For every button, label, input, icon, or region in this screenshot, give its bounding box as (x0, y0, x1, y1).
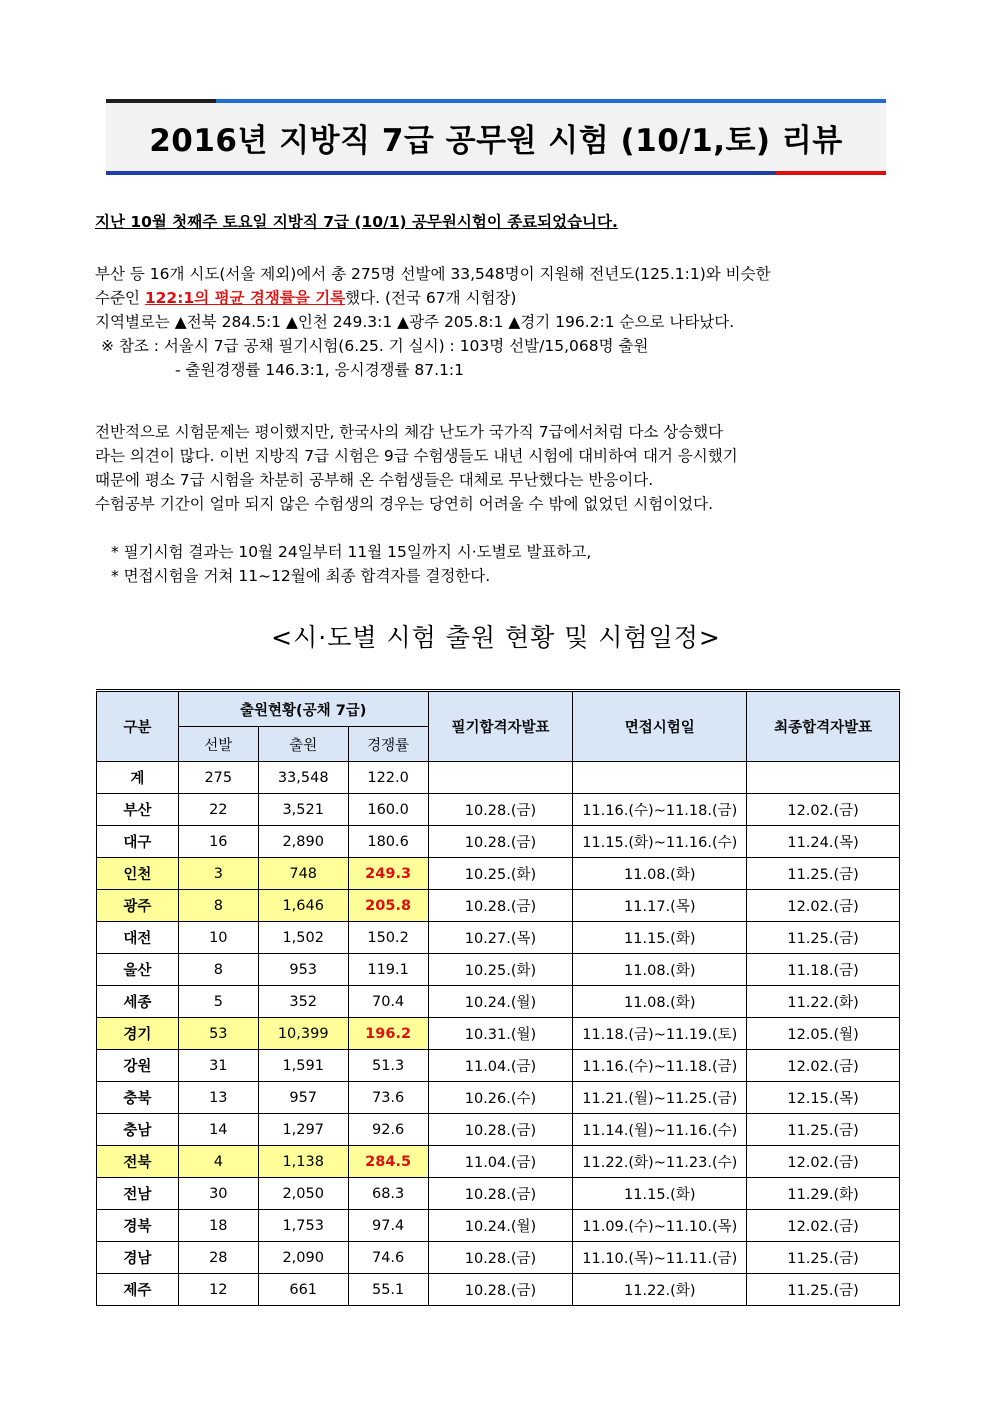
table-row (97, 1178, 900, 1210)
table-cell-interview: 11.10.(목)~11.11.(금) (573, 1242, 747, 1274)
table-cell-selected: 22 (178, 794, 258, 826)
table-cell-interview: 11.08.(화) (573, 858, 747, 890)
table-cell-selected: 5 (178, 986, 258, 1018)
header-applicants: 출원 (258, 727, 348, 762)
table-cell-region: 경북 (97, 1210, 179, 1242)
table-cell-applicants: 1,138 (258, 1146, 348, 1178)
table-cell-rate: 55.1 (348, 1274, 428, 1306)
summary-line-2-post: 했다. (전국 67개 시험장) (345, 289, 517, 307)
header-apply-group: 출원현황(공채 7급) (178, 691, 428, 727)
review-line-4: 수험공부 기간이 얼마 되지 않은 수험생의 경우는 당연히 어려울 수 밖에 없었던 시험이었다. (95, 495, 714, 513)
table-cell-rate: 92.6 (348, 1114, 428, 1146)
table-cell-interview: 11.08.(화) (573, 954, 747, 986)
table-cell-interview: 11.08.(화) (573, 986, 747, 1018)
table-cell-selected: 18 (178, 1210, 258, 1242)
table-cell-written-result: 10.25.(화) (428, 858, 573, 890)
table-cell-written-result: 10.28.(금) (428, 1274, 573, 1306)
table-cell-final-result: 11.29.(화) (747, 1178, 900, 1210)
table-cell-final-result: 12.02.(금) (747, 1050, 900, 1082)
table-cell-written-result: 10.28.(금) (428, 890, 573, 922)
table-cell-applicants: 1,753 (258, 1210, 348, 1242)
table-cell-interview: 11.17.(목) (573, 890, 747, 922)
table-cell-interview: 11.09.(수)~11.10.(목) (573, 1210, 747, 1242)
table-cell-final-result: 11.25.(금) (747, 922, 900, 954)
table-cell-written-result: 10.28.(금) (428, 1178, 573, 1210)
review-line-3: 때문에 평소 7급 시험을 차분히 공부해 온 수험생들은 대체로 무난했다는 반응이다. (95, 471, 654, 489)
table-cell-region: 부산 (97, 794, 179, 826)
note-item: * 필기시험 결과는 10월 24일부터 11월 15일까지 시·도별로 발표하고, (111, 543, 592, 561)
table-cell-written-result: 11.04.(금) (428, 1050, 573, 1082)
table-cell-written-result: 10.25.(화) (428, 954, 573, 986)
table-cell-final-result (747, 762, 900, 794)
table-cell-final-result: 11.25.(금) (747, 858, 900, 890)
table-cell-selected: 4 (178, 1146, 258, 1178)
table-cell-interview: 11.14.(월)~11.16.(수) (573, 1114, 747, 1146)
table-row (97, 890, 900, 922)
table-cell-selected: 16 (178, 826, 258, 858)
title-banner (106, 99, 886, 175)
table-cell-selected: 12 (178, 1274, 258, 1306)
title-bar-top-dark (106, 99, 216, 103)
header-rate: 경쟁률 (348, 727, 428, 762)
header-category: 구분 (97, 691, 179, 762)
table-cell-region: 경기 (97, 1018, 179, 1050)
table-cell-written-result: 10.24.(월) (428, 1210, 573, 1242)
table-row (97, 1210, 900, 1242)
table-cell-selected: 31 (178, 1050, 258, 1082)
table-cell-region: 전남 (97, 1178, 179, 1210)
table-cell-interview (573, 762, 747, 794)
table-cell-rate: 119.1 (348, 954, 428, 986)
lead-sentence: 지난 10월 첫째주 토요일 지방직 7급 (10/1) 공무원시험이 종료되었습니다. (95, 213, 618, 231)
table-cell-written-result: 10.31.(월) (428, 1018, 573, 1050)
table-cell-rate: 205.8 (348, 890, 428, 922)
table-cell-region: 강원 (97, 1050, 179, 1082)
table-cell-rate: 97.4 (348, 1210, 428, 1242)
table-cell-interview: 11.22.(화)~11.23.(수) (573, 1146, 747, 1178)
table-cell-written-result (428, 762, 573, 794)
paragraph-summary (95, 262, 905, 382)
table-cell-selected: 30 (178, 1178, 258, 1210)
table-cell-region: 대전 (97, 922, 179, 954)
table-cell-written-result: 10.26.(수) (428, 1082, 573, 1114)
summary-line-2-pre: 수준인 (95, 289, 145, 307)
table-cell-written-result: 10.28.(금) (428, 1114, 573, 1146)
summary-line-1: 부산 등 16개 시도(서울 제외)에서 총 275명 선발에 33,548명이 지원해 전년도(125.1:1)와 비슷한 (95, 265, 771, 283)
table-cell-rate: 160.0 (348, 794, 428, 826)
table-cell-selected: 3 (178, 858, 258, 890)
title-bar-bottom-blue (106, 171, 776, 175)
table-cell-selected: 8 (178, 890, 258, 922)
table-cell-rate: 68.3 (348, 1178, 428, 1210)
table-cell-selected: 8 (178, 954, 258, 986)
review-line-2: 라는 의견이 많다. 이번 지방직 7급 시험은 9급 수험생들도 내년 시험에 대비하여 대거 응시했기 (95, 447, 738, 465)
table-cell-region: 인천 (97, 858, 179, 890)
table-cell-interview: 11.22.(화) (573, 1274, 747, 1306)
table-cell-final-result: 12.15.(목) (747, 1082, 900, 1114)
table-cell-applicants: 2,090 (258, 1242, 348, 1274)
table-cell-applicants: 33,548 (258, 762, 348, 794)
table-cell-selected: 14 (178, 1114, 258, 1146)
table-cell-final-result: 11.25.(금) (747, 1242, 900, 1274)
table-cell-selected: 53 (178, 1018, 258, 1050)
header-written-result: 필기합격자발표 (428, 691, 573, 762)
table-cell-final-result: 11.25.(금) (747, 1274, 900, 1306)
table-cell-rate: 122.0 (348, 762, 428, 794)
table-cell-interview: 11.15.(화) (573, 922, 747, 954)
table-cell-written-result: 10.24.(월) (428, 986, 573, 1018)
table-cell-rate: 74.6 (348, 1242, 428, 1274)
table-cell-region: 전북 (97, 1146, 179, 1178)
table-cell-interview: 11.16.(수)~11.18.(금) (573, 1050, 747, 1082)
table-cell-region: 대구 (97, 826, 179, 858)
table-cell-applicants: 953 (258, 954, 348, 986)
header-final-result: 최종합격자발표 (747, 691, 900, 762)
table-row (97, 762, 900, 794)
table-cell-rate: 150.2 (348, 922, 428, 954)
table-cell-interview: 11.16.(수)~11.18.(금) (573, 794, 747, 826)
reference-note: ※ 참조 : 서울시 7급 공채 필기시험(6.25. 기 실시) : 103명 선발/15,068명 출원 (101, 337, 649, 355)
table-cell-selected: 275 (178, 762, 258, 794)
table-row (97, 922, 900, 954)
title-bar-top-blue (216, 99, 886, 103)
table-row (97, 1274, 900, 1306)
paragraph-review (95, 420, 905, 516)
note-item: * 면접시험을 거쳐 11~12월에 최종 합격자를 결정한다. (111, 567, 491, 585)
schedule-table (96, 689, 900, 1306)
section-title: <시·도별 시험 출원 현황 및 시험일정> (271, 623, 721, 652)
table-cell-region: 계 (97, 762, 179, 794)
table-cell-rate: 51.3 (348, 1050, 428, 1082)
table-cell-selected: 28 (178, 1242, 258, 1274)
table-cell-selected: 13 (178, 1082, 258, 1114)
table-cell-region: 충남 (97, 1114, 179, 1146)
table-cell-applicants: 352 (258, 986, 348, 1018)
table-cell-region: 제주 (97, 1274, 179, 1306)
table-cell-applicants: 1,297 (258, 1114, 348, 1146)
table-cell-final-result: 11.18.(금) (747, 954, 900, 986)
table-cell-written-result: 10.28.(금) (428, 826, 573, 858)
review-line-1: 전반적으로 시험문제는 평이했지만, 한국사의 체감 난도가 국가직 7급에서처럼 다소 상승했다 (95, 423, 724, 441)
notes (95, 540, 905, 588)
table-cell-region: 경남 (97, 1242, 179, 1274)
table-row (97, 1050, 900, 1082)
table-cell-rate: 73.6 (348, 1082, 428, 1114)
table-row (97, 1242, 900, 1274)
table-cell-final-result: 11.24.(목) (747, 826, 900, 858)
table-cell-rate: 196.2 (348, 1018, 428, 1050)
table-cell-selected: 10 (178, 922, 258, 954)
table-cell-written-result: 10.28.(금) (428, 1242, 573, 1274)
table-cell-applicants: 2,890 (258, 826, 348, 858)
table-cell-final-result: 12.02.(금) (747, 1146, 900, 1178)
average-rate-highlight: 122:1의 평균 경쟁률을 기록 (144, 289, 346, 307)
table-cell-interview: 11.15.(화)~11.16.(수) (573, 826, 747, 858)
table-row (97, 1114, 900, 1146)
table-cell-applicants: 661 (258, 1274, 348, 1306)
table-row (97, 1018, 900, 1050)
table-cell-region: 울산 (97, 954, 179, 986)
table-row (97, 826, 900, 858)
summary-line-2 (95, 286, 905, 310)
table-cell-rate: 249.3 (348, 858, 428, 890)
title-bar-bottom-red (776, 171, 886, 175)
table-cell-applicants: 957 (258, 1082, 348, 1114)
table-row (97, 794, 900, 826)
table-row (97, 858, 900, 890)
table-cell-rate: 180.6 (348, 826, 428, 858)
table-cell-rate: 70.4 (348, 986, 428, 1018)
table-row (97, 954, 900, 986)
table-cell-region: 세종 (97, 986, 179, 1018)
table-cell-applicants: 1,502 (258, 922, 348, 954)
table-body (97, 762, 900, 1306)
table-cell-written-result: 10.27.(목) (428, 922, 573, 954)
table-cell-written-result: 11.04.(금) (428, 1146, 573, 1178)
table-row (97, 1146, 900, 1178)
table-cell-written-result: 10.28.(금) (428, 794, 573, 826)
table-row (97, 986, 900, 1018)
table-cell-applicants: 748 (258, 858, 348, 890)
table-cell-final-result: 11.22.(화) (747, 986, 900, 1018)
table-cell-interview: 11.18.(금)~11.19.(토) (573, 1018, 747, 1050)
table-cell-applicants: 2,050 (258, 1178, 348, 1210)
table-cell-interview: 11.21.(월)~11.25.(금) (573, 1082, 747, 1114)
reference-note-detail: - 출원경쟁률 146.3:1, 응시경쟁률 87.1:1 (175, 361, 465, 379)
table-cell-rate: 284.5 (348, 1146, 428, 1178)
summary-line-3: 지역별로는 ▲전북 284.5:1 ▲인천 249.3:1 ▲광주 205.8:1 ▲경기 196.2:1 순으로 나타났다. (95, 313, 735, 331)
table-cell-interview: 11.15.(화) (573, 1178, 747, 1210)
table-cell-final-result: 12.05.(월) (747, 1018, 900, 1050)
page-title: 2016년 지방직 7급 공무원 시험 (10/1,토) 리뷰 (149, 123, 843, 159)
table-cell-applicants: 1,591 (258, 1050, 348, 1082)
table-cell-region: 광주 (97, 890, 179, 922)
table-row (97, 1082, 900, 1114)
table-cell-final-result: 12.02.(금) (747, 890, 900, 922)
table-cell-applicants: 10,399 (258, 1018, 348, 1050)
header-interview: 면접시험일 (573, 691, 747, 762)
table-cell-final-result: 11.25.(금) (747, 1114, 900, 1146)
table-cell-final-result: 12.02.(금) (747, 794, 900, 826)
header-selected: 선발 (178, 727, 258, 762)
table-cell-applicants: 1,646 (258, 890, 348, 922)
table-cell-region: 충북 (97, 1082, 179, 1114)
table-cell-final-result: 12.02.(금) (747, 1210, 900, 1242)
table-cell-applicants: 3,521 (258, 794, 348, 826)
